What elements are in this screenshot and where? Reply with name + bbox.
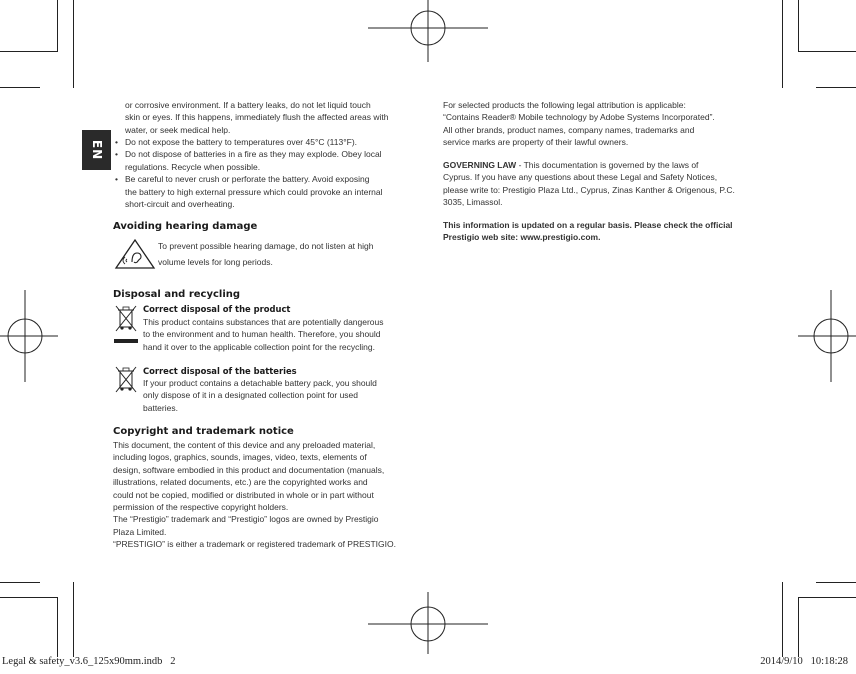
registration-mark-right xyxy=(798,290,856,382)
text-line: the battery to high external pressure which could provoke an internal xyxy=(125,186,383,197)
bullet-item xyxy=(113,148,423,173)
text-line: - This documentation is governed by the laws of xyxy=(516,160,699,170)
text-line: only dispose of it in a designated collection point for used xyxy=(143,390,358,401)
battery-bullets xyxy=(113,136,423,210)
text-line: regulations. Recycle when possible. xyxy=(125,161,261,172)
text-line: • Do not dispose of batteries in a fire as they may explode. Obey local xyxy=(125,149,382,160)
hearing-text xyxy=(158,238,418,270)
text-line: to the environment and to human health. Therefore, you should xyxy=(143,329,381,340)
text-line: All other brands, product names, company names, trademarks and xyxy=(443,124,695,135)
governing-law-label: GOVERNING LAW xyxy=(443,160,517,170)
text-line: please write to: Prestigio Plaza Ltd., Cyprus, Zinas Kanther & Origenous, P.C. xyxy=(443,184,735,195)
text-line: “PRESTIGIO” is either a trademark or registered trademark of PRESTIGIO. xyxy=(113,539,396,550)
text-line: design, software embodied in this product and documentation (manuals, xyxy=(113,464,385,475)
text-line: illustrations, related documents, etc.) are the copyrighted works and xyxy=(113,477,368,488)
language-tab-label: EN xyxy=(89,139,104,161)
text-line: including logos, graphics, sounds, images, video, texts, elements of xyxy=(113,452,367,463)
text-line: service marks are property of their lawful owners. xyxy=(443,137,629,148)
text-line: hand it over to the applicable collection point for the recycling. xyxy=(143,341,375,352)
product-disposal-heading: Correct disposal of the product xyxy=(143,304,291,314)
text-line: or corrosive environment. If a battery leaks, do not let liquid touch xyxy=(125,100,371,110)
footer-timestamp: 2014/9/10 10:18:28 xyxy=(760,656,848,667)
text-line: short-circuit and overheating. xyxy=(125,199,235,210)
registration-mark-top xyxy=(368,0,488,62)
battery-disposal-heading: Correct disposal of the batteries xyxy=(143,366,297,376)
hearing-heading: Avoiding hearing damage xyxy=(113,221,258,232)
text-line: If your product contains a detachable battery pack, you should xyxy=(143,378,377,388)
bullet-item xyxy=(113,173,423,210)
battery-disposal-text xyxy=(143,377,423,414)
disposal-heading: Disposal and recycling xyxy=(113,289,241,300)
text-line: 3035, Limassol. xyxy=(443,197,503,208)
text-line: This document, the content of this device and any preloaded material, xyxy=(113,440,376,450)
text-line: skin or eyes. If this happens, immediately flush the affected areas with xyxy=(125,112,389,123)
text-line: To prevent possible hearing damage, do not listen at high xyxy=(158,241,374,251)
weee-bin-icon xyxy=(113,304,139,344)
copyright-text xyxy=(113,439,423,551)
text-line: The “Prestigio” trademark and “Prestigio” logos are owned by Prestigio xyxy=(113,514,379,525)
text-line: batteries. xyxy=(143,402,178,413)
battery-intro xyxy=(125,99,425,136)
text-line: This product contains substances that are potentially dangerous xyxy=(143,317,384,327)
copyright-heading: Copyright and trademark notice xyxy=(113,426,294,437)
battery-bin-icon xyxy=(113,365,139,395)
text-line: “Contains Reader® Mobile technology by Adobe Systems Incorporated”. xyxy=(443,112,715,123)
text-line: Prestigio web site: www.prestigio.com. xyxy=(443,232,601,243)
text-line: For selected products the following legal attribution is applicable: xyxy=(443,100,686,110)
legal-attribution xyxy=(443,99,763,149)
text-line: permission of the respective copyright holders. xyxy=(113,502,289,513)
hearing-warning-icon xyxy=(114,238,156,270)
text-line: water, or seek medical help. xyxy=(125,124,231,135)
registration-mark-left xyxy=(0,290,58,382)
text-line: This information is updated on a regular basis. Please check the official xyxy=(443,220,733,230)
governing-law xyxy=(443,159,773,209)
text-line: could not be copied, modified or distributed in whole or in part without xyxy=(113,489,374,500)
text-line: • Be careful to never crush or perforate the battery. Avoid exposing xyxy=(125,174,370,185)
text-line: Plaza Limited. xyxy=(113,526,167,537)
text-line xyxy=(443,159,773,171)
product-disposal-text xyxy=(143,316,423,353)
footer-filename: Legal & safety_v3.6_125x90mm.indb 2 xyxy=(2,656,176,667)
text-line: volume levels for long periods. xyxy=(158,257,273,267)
language-tab xyxy=(82,130,111,170)
text-line: Cyprus. If you have any questions about these Legal and Safety Notices, xyxy=(443,172,718,183)
update-notice xyxy=(443,219,773,244)
registration-mark-bottom xyxy=(368,592,488,654)
text-line: • Do not expose the battery to temperatures over 45°C (113°F). xyxy=(125,137,358,147)
bullet-item xyxy=(113,136,423,148)
